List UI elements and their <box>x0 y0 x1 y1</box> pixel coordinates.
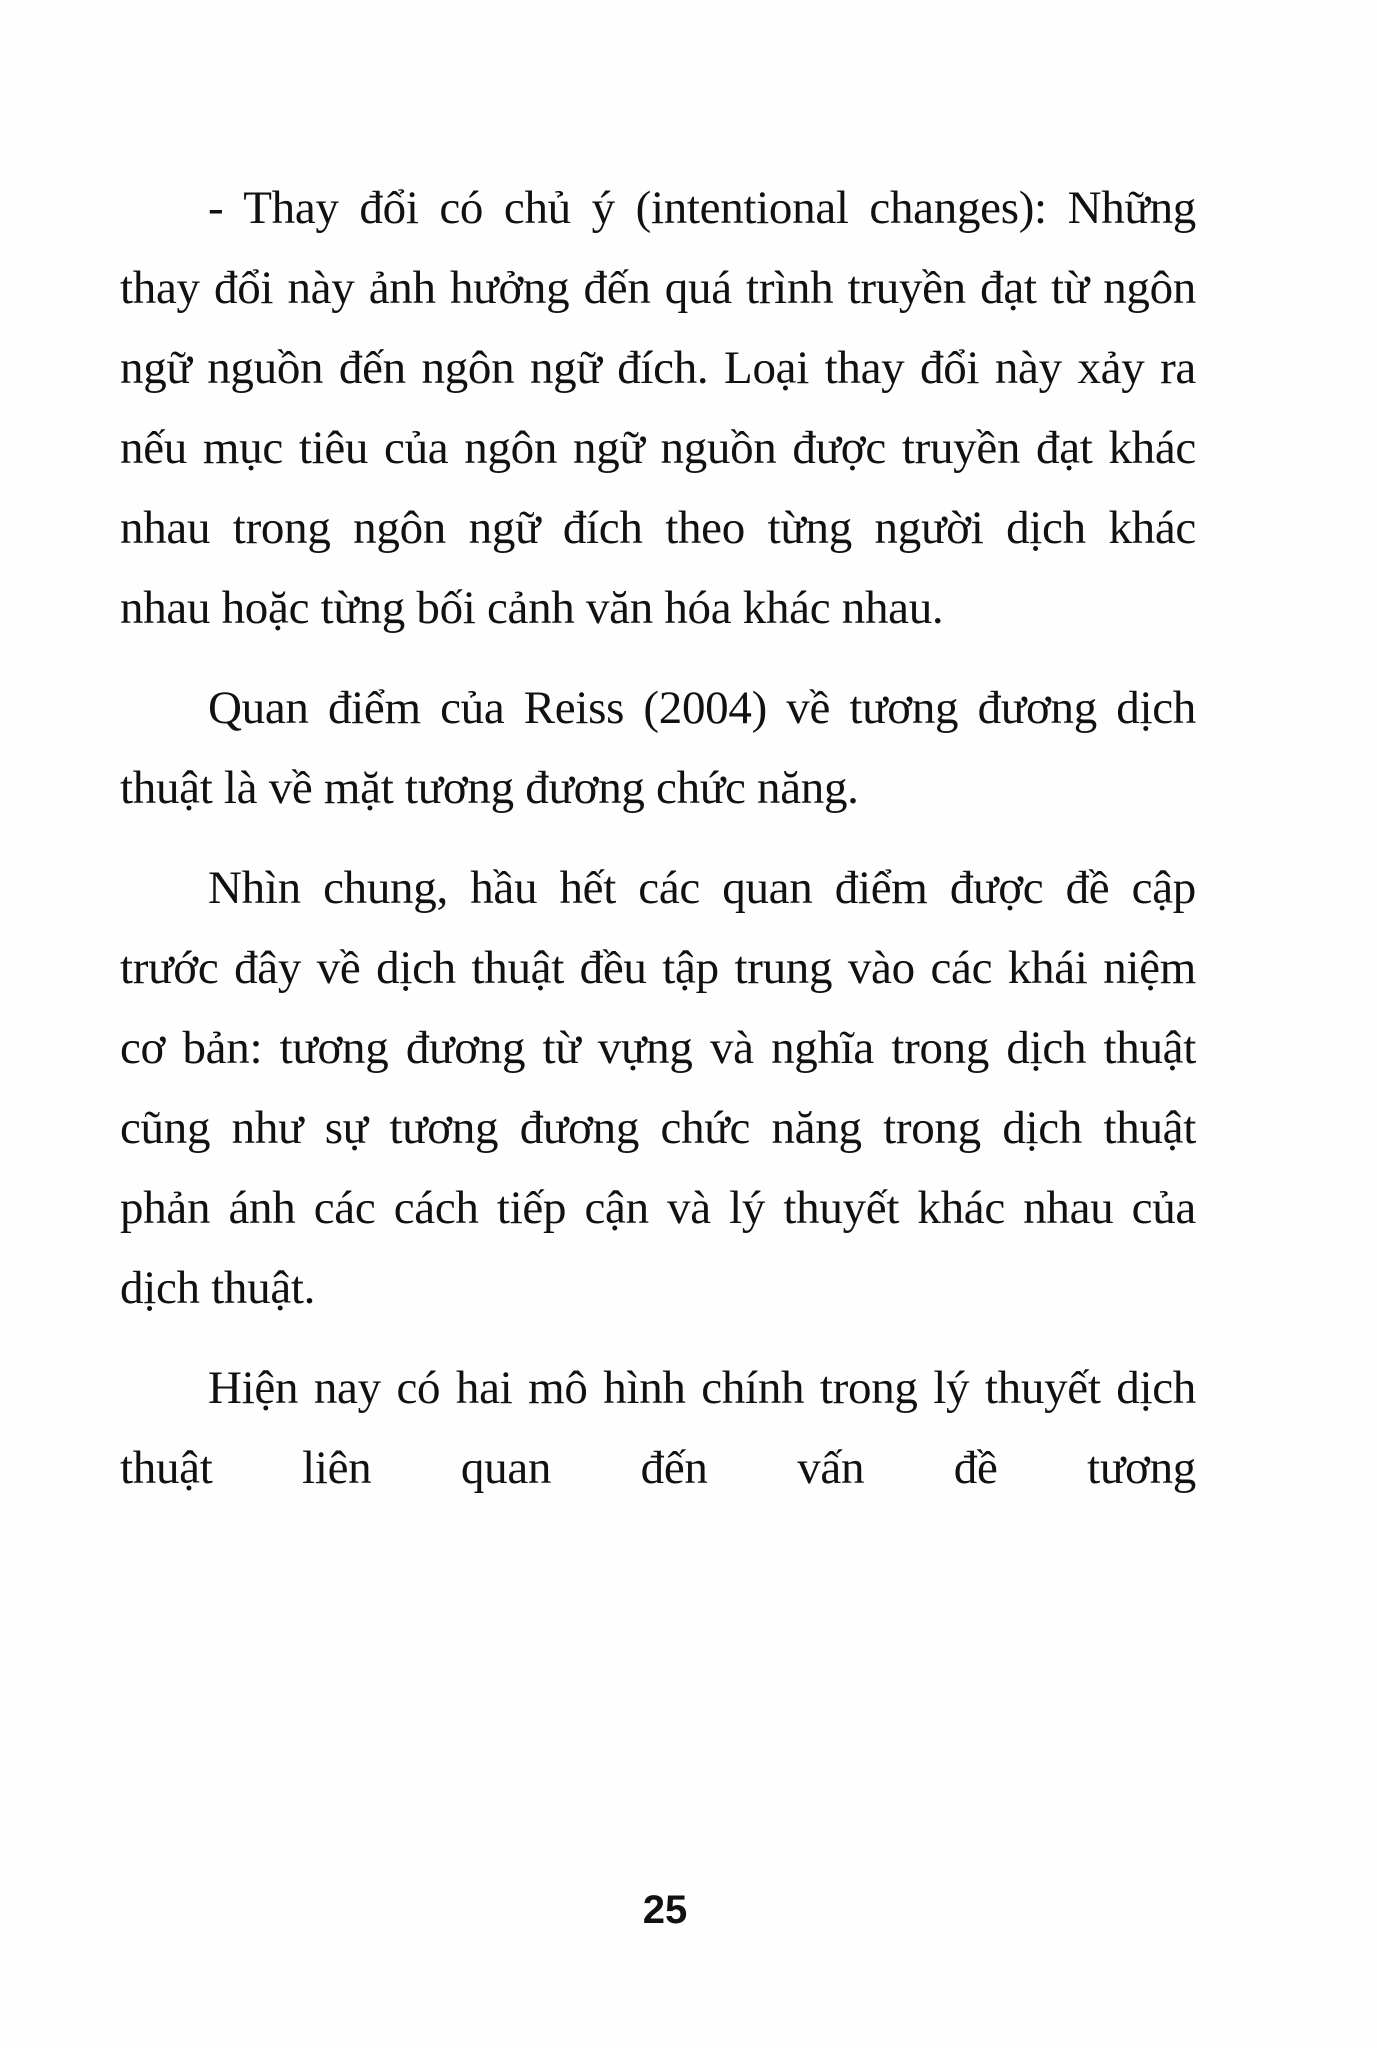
page-body <box>120 168 1196 1528</box>
page-number: 25 <box>642 1888 688 1932</box>
paragraph-two-models: Hiện nay có hai mô hình chính trong lý thuyết dịch thuật liên quan đến vấn đề tương <box>120 1362 1196 1494</box>
paragraph-overview: Nhìn chung, hầu hết các quan điểm được đề cập trước đây về dịch thuật đều tập trung vào các khái niệm cơ bản: tương đương từ vựng và nghĩa trong dịch thuật cũng như sự tương đương chức năng trong dịch thuật phản ánh các cách tiếp cận và lý thuyết khác nhau của dịch thuật. <box>120 862 1196 1314</box>
paragraph-intentional-changes: - Thay đổi có chủ ý (intentional changes): Những thay đổi này ảnh hưởng đến quá trình truyền đạt từ ngôn ngữ nguồn đến ngôn ngữ đích. Loại thay đổi này xảy ra nếu mục tiêu của ngôn ngữ nguồn được truyền đạt khác nhau trong ngôn ngữ đích theo từng người dịch khác nhau hoặc từng bối cảnh văn hóa khác nhau. <box>120 182 1196 634</box>
paragraph-reiss-view: Quan điểm của Reiss (2004) về tương đương dịch thuật là về mặt tương đương chức năng. <box>120 682 1196 814</box>
